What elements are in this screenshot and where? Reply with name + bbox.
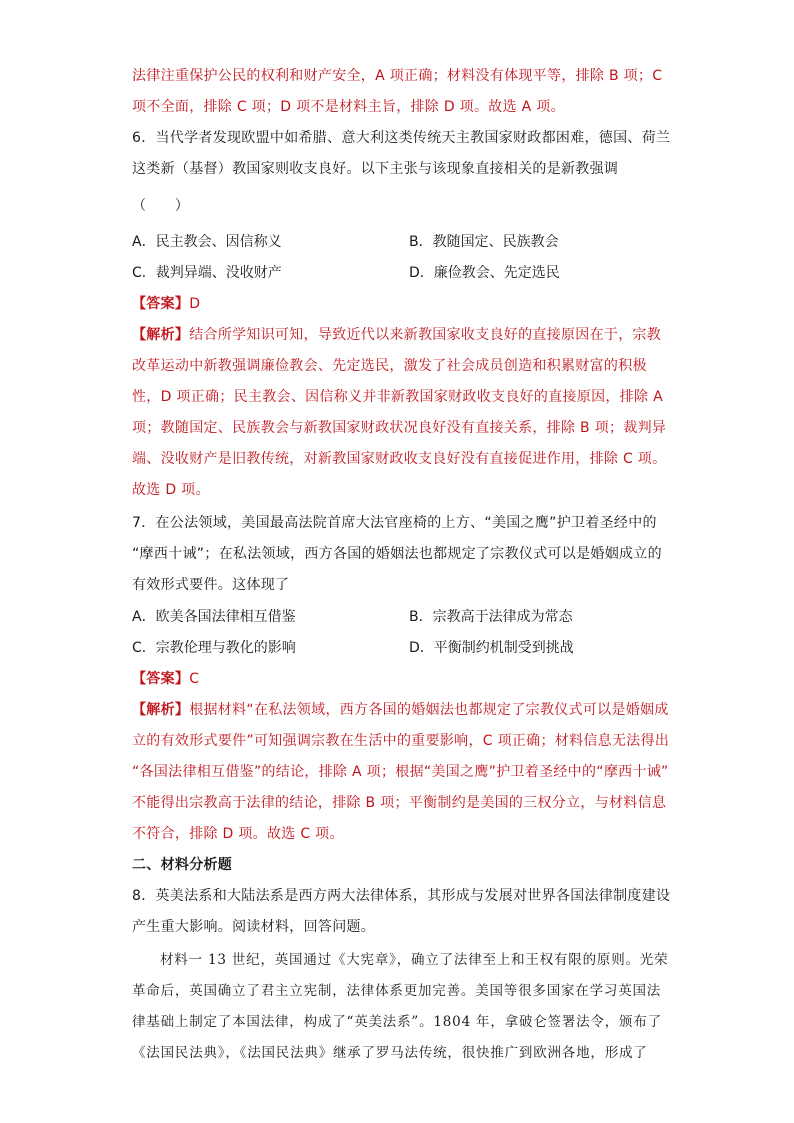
q7-option-b: B．宗教高于法律成为常态 bbox=[409, 609, 573, 625]
analysis-text: 根据材料“在私法领域，西方各国的婚姻法也都规定了宗教仪式可以是婚姻成 bbox=[189, 702, 669, 718]
q6-stem: 这类新（基督）教国家则收支良好。以下主张与该现象直接相关的是新教强调 bbox=[132, 161, 619, 177]
q8-material-line: 《法国民法典》，《法国民法典》继承了罗马法传统，很快推广到欧洲各地，形成了 bbox=[132, 1045, 648, 1061]
q7-analysis-line bbox=[132, 700, 669, 720]
q8-material-line: 材料一 13 世纪，英国通过《大宪章》，确立了法律至上和王权有限的原则。光荣 bbox=[160, 952, 669, 968]
q7-analysis-line: 不能得出宗教高于法律的结论，排除 B 项；平衡制约是美国的三权分立，与材料信息 bbox=[132, 795, 667, 811]
q7-option-a: A．欧美各国法律相互借鉴 bbox=[132, 609, 296, 625]
q8-stem: 产生重大影响。阅读材料，回答问题。 bbox=[132, 919, 376, 935]
q6-option-b: B．教随国定、民族教会 bbox=[409, 234, 559, 250]
q6-paren: （ ） bbox=[132, 198, 190, 214]
answer-value: D bbox=[189, 296, 201, 312]
q6-answer bbox=[132, 294, 200, 314]
q7-answer bbox=[132, 669, 199, 689]
q7-analysis-line: “各国法律相互借鉴”的结论，排除 A 项；根据“美国之鹰”护卫着圣经中的“摩西十诫” bbox=[132, 764, 669, 780]
analysis-label: 【解析】 bbox=[132, 327, 190, 343]
section-heading: 二、材料分析题 bbox=[132, 857, 233, 873]
q8-material-line: 革命后，英国确立了君主立宪制，法律体系更加完善。美国等很多国家在学习英国法 bbox=[132, 983, 662, 999]
q6-analysis-line bbox=[132, 325, 661, 345]
q7-analysis-line: 立的有效形式要件”可知强调宗教在生活中的重要影响，C 项正确；材料信息无法得出 bbox=[132, 733, 670, 749]
q6-stem: 6．当代学者发现欧盟中如希腊、意大利这类传统天主教国家财政都困难，德国、荷兰 bbox=[132, 130, 671, 146]
q6-option-d: D．廉俭教会、先定选民 bbox=[409, 265, 560, 281]
q7-stem: 有效形式要件。这体现了 bbox=[132, 577, 290, 593]
analysis-label: 【解析】 bbox=[132, 702, 190, 718]
q7-stem: “摩西十诫”；在私法领域，西方各国的婚姻法也都规定了宗教仪式可以是婚姻成立的 bbox=[132, 546, 662, 562]
q7-stem: 7．在公法领域，美国最高法院首席大法官座椅的上方、“美国之鹰”护卫着圣经中的 bbox=[132, 515, 657, 531]
q7-option-d: D．平衡制约机制受到挑战 bbox=[409, 640, 574, 656]
q7-analysis-line: 不符合，排除 D 项。故选 C 项。 bbox=[132, 826, 344, 842]
q6-analysis-line: 项；教随国定、民族教会与新教国家财政状况良好没有直接关系，排除 B 项；裁判异 bbox=[132, 420, 667, 436]
analysis-text: 结合所学知识可知，导致近代以来新教国家收支良好的直接原因在于，宗教 bbox=[189, 327, 662, 343]
answer-label: 【答案】 bbox=[132, 671, 190, 687]
q6-option-c: C．裁判异端、没收财产 bbox=[132, 265, 282, 281]
q7-option-c: C．宗教伦理与教化的影响 bbox=[132, 640, 296, 656]
q6-analysis-line: 端、没收财产是旧教传统，对新教国家财政收支良好没有直接促进作用，排除 C 项。 bbox=[132, 451, 667, 467]
answer-value: C bbox=[189, 671, 200, 687]
prev-explanation-line: 项不全面，排除 C 项；D 项不是材料主旨，排除 D 项。故选 A 项。 bbox=[132, 99, 565, 115]
q6-analysis-line: 性，D 项正确；民主教会、因信称义并非新教国家财政收支良好的直接原因，排除 A bbox=[132, 389, 663, 405]
q6-option-a: A．民主教会、因信称义 bbox=[132, 234, 282, 250]
q8-material-line: 律基础上制定了本国法律，构成了“英美法系”。1804 年，拿破仑签署法令，颁布了 bbox=[132, 1014, 662, 1030]
prev-explanation-line: 法律注重保护公民的权利和财产安全，A 项正确；材料没有体现平等，排除 B 项；C bbox=[132, 68, 663, 84]
answer-label: 【答案】 bbox=[132, 296, 190, 312]
q6-analysis-line: 改革运动中新教强调廉俭教会、先定选民，激发了社会成员创造和积累财富的积极 bbox=[132, 358, 647, 374]
q8-stem: 8．英美法系和大陆法系是西方两大法律体系，其形成与发展对世界各国法律制度建设 bbox=[132, 888, 671, 904]
q6-analysis-line: 故选 D 项。 bbox=[132, 482, 210, 498]
